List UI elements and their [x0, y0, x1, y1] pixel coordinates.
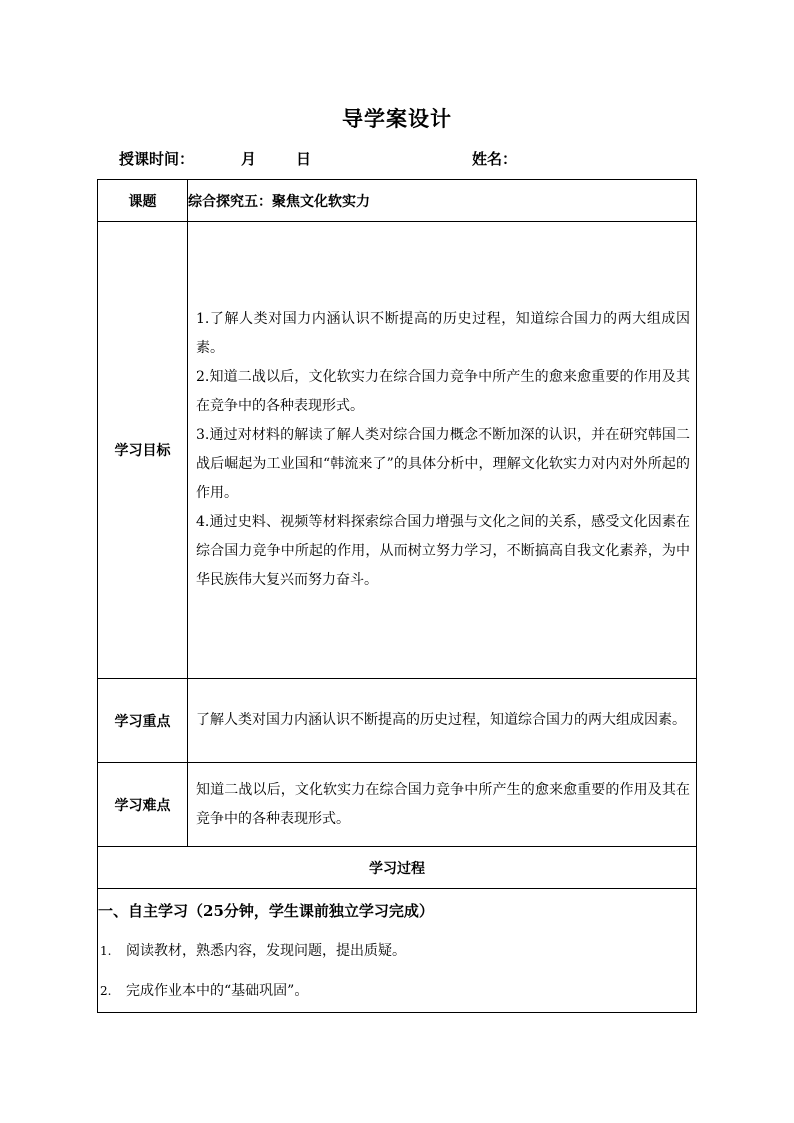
- process-header-row: [98, 847, 697, 889]
- topic-row: [98, 180, 697, 222]
- student-name-label: 姓名：: [472, 150, 518, 168]
- month-label: 月: [241, 150, 257, 168]
- list-item-text: 阅读教材，熟悉内容，发现问题，提出质疑。: [126, 942, 406, 959]
- objectives-label: 学习目标: [98, 222, 188, 679]
- objectives-cell: [188, 222, 697, 679]
- key-points-row: [98, 679, 697, 763]
- key-points-cell: [188, 679, 697, 763]
- objective-item: 3.通过对材料的解读了解人类对综合国力概念不断加深的认识，并在研究韩国二战后崛起为工业国和“韩流来了”的具体分析中，理解文化软实力对内对外所起的作用。: [196, 427, 690, 501]
- teaching-time-label: 授课时间：: [119, 150, 195, 168]
- objective-item: 2.知道二战以后，文化软实力在综合国力竞争中所产生的愈来愈重要的作用及其在竞争中的各种表现形式。: [196, 369, 690, 414]
- difficulties-label: 学习难点: [98, 763, 188, 847]
- objectives-row: [98, 222, 697, 679]
- objective-item: 4.通过史料、视频等材料探索综合国力增强与文化之间的关系，感受文化因素在综合国力竞争中所起的作用，从而树立努力学习，不断搞高自我文化素养，为中华民族伟大复兴而努力奋斗。: [196, 514, 690, 588]
- self-study-section: [98, 889, 697, 1013]
- list-item: [98, 931, 696, 971]
- difficulties-cell: [188, 763, 697, 847]
- key-points-label: 学习重点: [98, 679, 188, 763]
- day-label: 日: [296, 150, 312, 168]
- process-header: 学习过程: [98, 847, 697, 889]
- self-study-row: [98, 889, 697, 1013]
- list-item: [98, 971, 696, 1011]
- lesson-plan-table: [97, 179, 697, 1013]
- topic-label: 课题: [98, 180, 188, 222]
- list-item-number: 1.: [100, 943, 112, 958]
- list-item-number: 2.: [100, 983, 112, 998]
- list-item-text: 完成作业本中的“基础巩固”。: [126, 982, 309, 999]
- page-title: 导学案设计: [342, 106, 452, 131]
- difficulties-text: 知道二战以后，文化软实力在综合国力竞争中所产生的愈来愈重要的作用及其在竞争中的各种表现形式。: [196, 781, 690, 827]
- difficulties-row: [98, 763, 697, 847]
- key-points-text: 了解人类对国力内涵认识不断提高的历史过程，知道综合国力的两大组成因素。: [196, 712, 686, 728]
- topic-value: 综合探究五：聚焦文化软实力: [188, 180, 697, 222]
- objective-item: 1.了解人类对国力内涵认识不断提高的历史过程，知道综合国力的两大组成因素。: [196, 311, 690, 356]
- self-study-title: 一、自主学习（25分钟，学生课前独立学习完成）: [98, 901, 434, 920]
